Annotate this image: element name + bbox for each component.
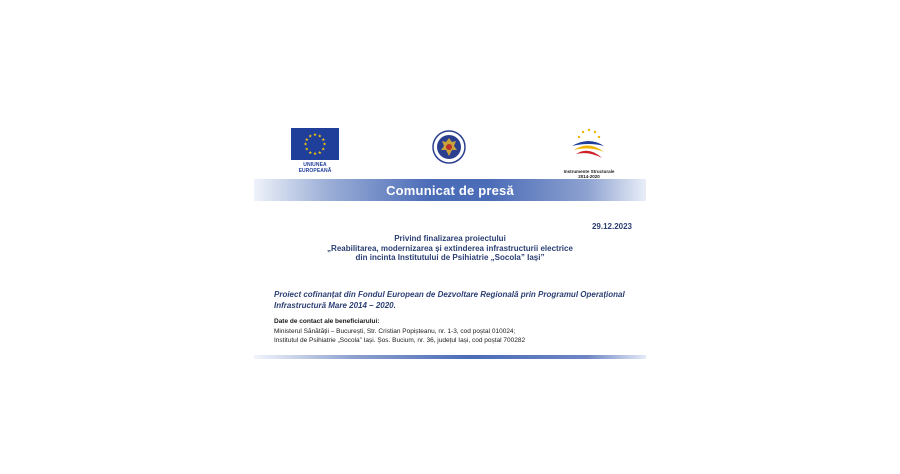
romania-government-seal-icon [432, 130, 466, 164]
eu-star-icon: ★ [308, 133, 313, 139]
eu-star-icon: ★ [312, 151, 318, 157]
cofinancing-line-1: Proiect cofinanțat din Fondul European de Dezvoltare Regională prin Programul Operațional [274, 290, 625, 299]
subject-line-2: „Reabilitarea, modernizarea și extinderea infrastructurii electrice [327, 243, 573, 253]
cofinancing-line-2: Infrastructură Mare 2014 – 2020. [274, 301, 396, 310]
cofinancing-text [274, 289, 654, 311]
eu-star-icon: ★ [304, 136, 309, 142]
eu-star-icon: ★ [321, 136, 326, 142]
subject-block [300, 234, 600, 263]
eu-star-icon: ★ [317, 133, 322, 139]
eu-star-icon: ★ [317, 149, 322, 155]
eu-label: UNIUNEA EUROPEANĂ [298, 162, 332, 174]
subject-line-3: din incinta Institutului de Psihiatrie „Socola” Iași” [355, 253, 545, 262]
eu-star-icon: ★ [304, 146, 309, 152]
structural-instruments-icon [558, 126, 620, 164]
release-date: 29.12.2023 [591, 222, 632, 231]
contact-line-2: Institutul de Psihiatrie „Socola” Iași. Șos. Bucium, nr. 36, județul Iași, cod poștal 700282 [274, 337, 526, 344]
bottom-divider [254, 355, 646, 359]
contact-details [274, 327, 525, 345]
structural-instruments-logo [558, 126, 620, 179]
eu-star-icon: ★ [312, 132, 318, 138]
contact-heading: Date de contact ale beneficiarului: [274, 318, 380, 325]
eu-flag-icon [291, 128, 339, 160]
eu-star-icon: ★ [308, 149, 313, 155]
structural-label: Instrumente Structurale 2014-2020 [563, 169, 615, 179]
subject-line-1: Privind finalizarea proiectului [394, 234, 506, 243]
eu-star-icon: ★ [321, 146, 326, 152]
press-release-banner [254, 179, 646, 201]
contact-line-1: Ministerul Sănătății – București, Str. Cristian Popișteanu, nr. 1-3, cod poștal 010024; [274, 328, 516, 335]
eu-star-icon: ★ [303, 141, 308, 147]
eu-star-icon: ★ [322, 141, 327, 147]
banner-title: Comunicat de presă [386, 182, 514, 198]
eu-logo [289, 128, 341, 174]
